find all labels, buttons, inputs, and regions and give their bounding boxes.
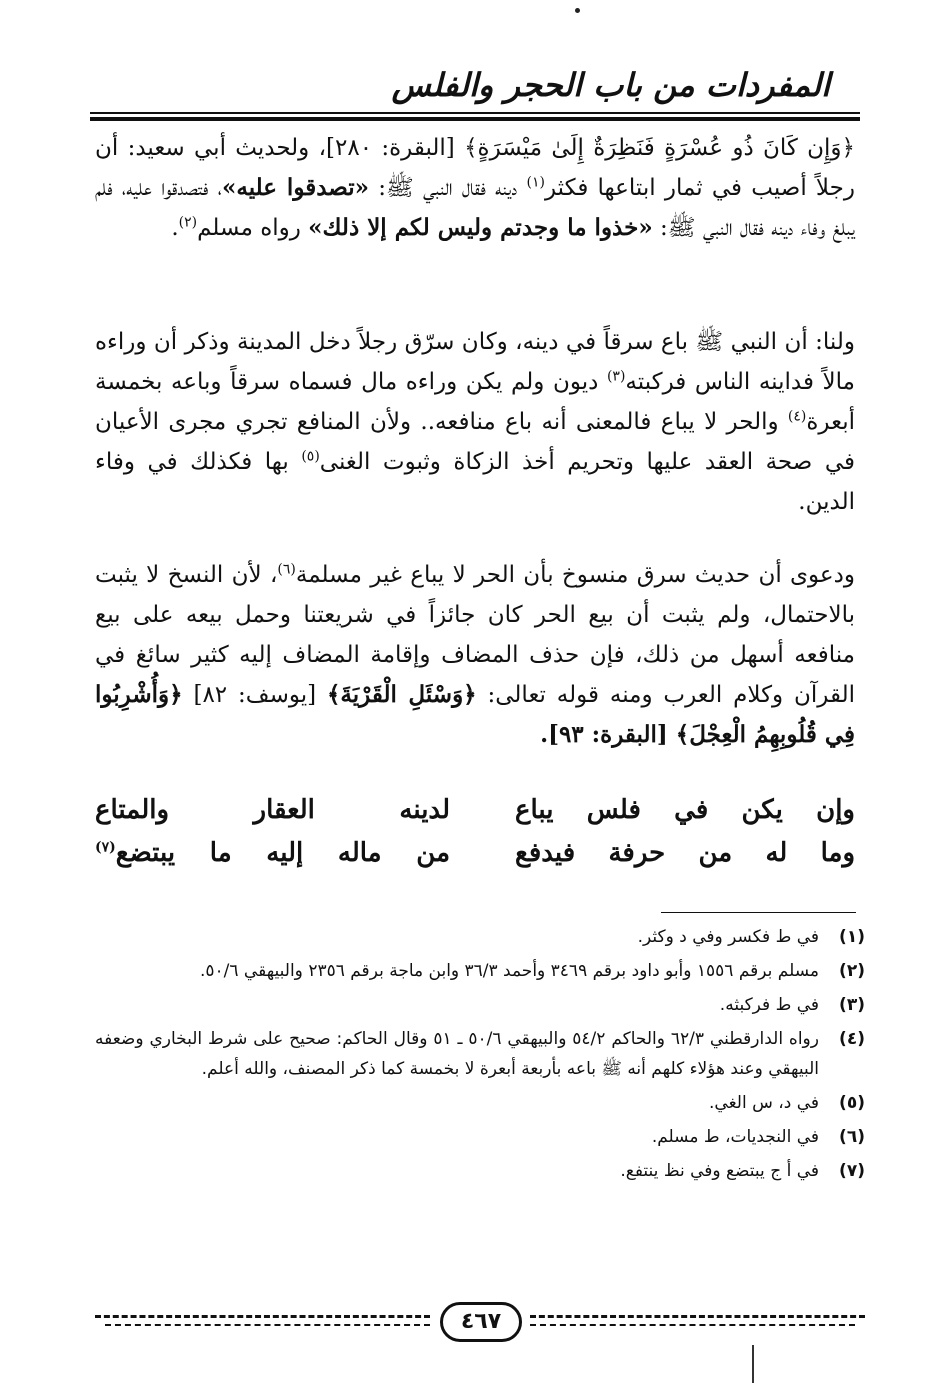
running-header (90, 60, 860, 120)
footer-dashed-rule (95, 1315, 430, 1318)
footnote-ref-5[interactable]: (٥) (301, 448, 320, 465)
paragraph-text: ولنا: أن النبي ﷺ باع سرقاً في دينه، وكان سرّق رجلاً دخل المدينة وذكر أن وراءه مالاً فداينه الناس فركبته (95, 329, 855, 395)
footnote-item (95, 990, 865, 1020)
footnote-number: (٢) (839, 961, 865, 981)
footnote-number: (٦) (839, 1127, 865, 1147)
hadith-quote: «تصدقوا عليه» (222, 174, 369, 201)
paragraph-text: . (171, 215, 179, 241)
footnote-text: في ط فكسر وفي د وكثر. (637, 927, 819, 947)
poem-hemistich-left: لدينه العقار والمتاع (95, 795, 450, 825)
header-rule-thick (90, 117, 860, 121)
paragraph-text: ﴿وَإِن كَانَ ذُو عُسْرَةٍ فَنَظِرَةٌ إِلَىٰ مَيْسَرَةٍ﴾ [البقرة: ٢٨٠]، ولحديث أبي سعيد: أن رجلاً أصيب في ثمار ابتاعها فكثر (95, 135, 855, 201)
running-header-title: المفردات من باب الحجر والفلس (391, 66, 830, 104)
paragraph-3 (95, 555, 855, 755)
footnotes (95, 922, 865, 1190)
footer-dashed-rule (530, 1315, 865, 1318)
footnote-item (95, 956, 865, 986)
paragraph-text: دينه فقال النبي ﷺ: (369, 175, 527, 201)
footnote-item (95, 1088, 865, 1118)
footer-dashed-rule (530, 1324, 855, 1326)
paragraph-text: والحر لا يباع فالمعنى أنه باع منافعه.. ولأن المنافع تجري مجرى الأعيان في صحة العقد عليها وتحريم أخذ الزكاة وثبوت الغنى (95, 409, 855, 475)
poem-line-2 (95, 838, 855, 880)
hadith-quote: «خذوا ما وجدتم وليس لكم إلا ذلك» (308, 214, 653, 241)
footnote-text: في النجديات، ط مسلم. (651, 1127, 819, 1147)
footnote-separator (661, 912, 856, 913)
footnote-number: (٥) (839, 1093, 865, 1113)
footnote-ref-4[interactable]: (٤) (787, 408, 807, 425)
poem-text: من ماله إليه ما يبتضع (115, 838, 450, 868)
footnote-text: في ط فركبثه. (719, 995, 819, 1015)
poem-hemistich-right: وإن يكن في فلس يباع (515, 795, 855, 825)
footnote-number: (٣) (839, 995, 865, 1015)
footnote-text: في أ ج يبتضع وفي نظ ينتفع. (620, 1161, 819, 1181)
paragraph-1 (95, 128, 855, 248)
footnote-text: مسلم برقم ١٥٥٦ وأبو داود برقم ٣٤٦٩ وأحمد ٣٦/٣ وابن ماجة برقم ٢٣٥٦ والبيهقي ٥٠/٦. (199, 961, 819, 981)
footnote-number: (٤) (839, 1029, 865, 1049)
footnote-number: (١) (839, 927, 865, 947)
header-rule-thin (90, 112, 860, 114)
page-footer (95, 1300, 865, 1340)
footnote-item (95, 1024, 865, 1084)
quran-verse: ﴿وَسْئَلِ الْقَرْيَةَ﴾ (326, 681, 477, 708)
footnote-ref-1[interactable]: (١) (526, 174, 545, 191)
margin-mark (752, 1345, 754, 1383)
poem-hemistich-left (95, 838, 450, 868)
page-number: ٤٦٧ (440, 1302, 522, 1342)
paragraph-text: ، لأن النسخ لا يثبت بالاحتمال، ولم يثبت أن بيع الحر كان جائزاً في شريعتنا وحمل بيعه على بيع منافعه أسهل من ذلك، فإن حذف المضاف وإقامة المضاف إليه كثير سائغ في القرآن وكلام العرب ومنه قوله تعالى: (95, 562, 855, 708)
paragraph-text: ديون ولم يكن وراءه مال فسماه سرقاً وباعه بخمسة أبعرة (95, 369, 855, 435)
poem-line-1 (95, 795, 855, 837)
footnote-ref-7[interactable]: (٧) (95, 839, 116, 856)
footnote-ref-6[interactable]: (٦) (277, 561, 296, 578)
paragraph-2 (95, 322, 855, 522)
paragraph-text: [يوسف: ٨٢] (182, 682, 327, 708)
footer-dashed-rule (105, 1324, 430, 1326)
footnote-ref-2[interactable]: (٢) (178, 214, 198, 231)
paragraph-text: ودعوى أن حديث سرق منسوخ بأن الحر لا يباع غير مسلمة (295, 562, 855, 588)
paragraph-text: رواه مسلم (197, 215, 309, 241)
footnote-item (95, 922, 865, 952)
poem-hemistich-right: وما له من حرفة فيدفع (515, 838, 855, 868)
paragraph-text: بها فكذلك في وفاء الدين. (95, 449, 855, 515)
paragraph-text: ، فتصدقوا عليه، فلم يبلغ وفاء دينه فقال النبي ﷺ: (95, 175, 855, 241)
footnote-number: (٧) (839, 1161, 865, 1181)
quran-verse: ﴿وَأُشْرِبُوا فِي قُلُوبِهِمُ الْعِجْلَ﴾ (95, 681, 855, 748)
paragraph-text: [البقرة: ٩٣]. (540, 721, 676, 748)
ink-dot (575, 8, 580, 13)
footnote-ref-3[interactable]: (٣) (606, 368, 626, 385)
footnote-item (95, 1122, 865, 1152)
footnote-item (95, 1156, 865, 1186)
footnote-text: في د، س الغي. (709, 1093, 819, 1113)
footnote-text: رواه الدارقطني ٦٢/٣ والحاكم ٥٤/٢ والبيهقي ٥٠/٦ ـ ٥١ وقال الحاكم: صحيح على شرط البخاري وضعفه البيهقي وعند هؤلاء كلهم أنه ﷺ باعه بأربعة أبعرة لا بخمسة كما ذكر المصنف، والله أعلم. (95, 1029, 819, 1079)
